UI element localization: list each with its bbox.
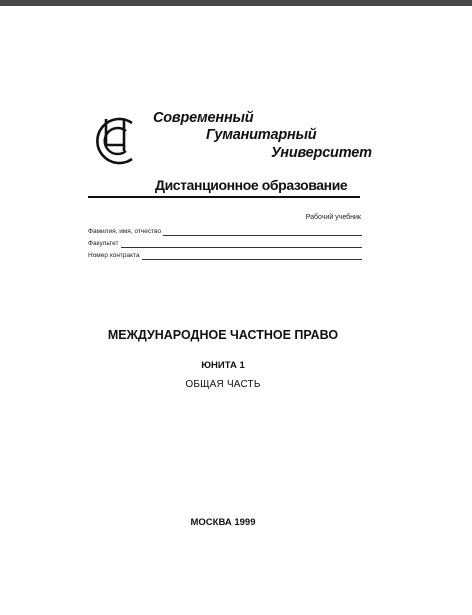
field-blank-line[interactable] <box>163 229 362 236</box>
field-label: Фамилия, имя, отчество <box>88 228 162 235</box>
city-year: МОСКВА 1999 <box>190 517 256 528</box>
course-title: МЕЖДУНАРОДНОЕ ЧАСТНОЕ ПРАВО <box>107 328 339 342</box>
field-contract-number[interactable] <box>88 251 362 260</box>
field-label: Факультет <box>88 240 119 247</box>
field-faculty[interactable] <box>88 239 362 248</box>
university-name-line1: Современный <box>153 110 254 126</box>
field-blank-line[interactable] <box>121 241 362 248</box>
field-blank-line[interactable] <box>142 253 362 260</box>
field-full-name[interactable] <box>88 227 362 236</box>
distance-education-subtitle: Дистанционное образование <box>155 177 348 193</box>
unit-number: ЮНИТА 1 <box>201 360 245 371</box>
field-label: Номер контракта <box>88 252 140 259</box>
header-divider <box>88 196 360 198</box>
university-name-line3: Университет <box>271 145 372 161</box>
university-name-line2: Гуманитарный <box>206 127 317 143</box>
top-border <box>0 0 472 6</box>
part-title: ОБЩАЯ ЧАСТЬ <box>185 379 261 390</box>
doc-type-label: Рабочий учебник <box>305 214 361 221</box>
sgu-logo-icon <box>88 111 148 171</box>
